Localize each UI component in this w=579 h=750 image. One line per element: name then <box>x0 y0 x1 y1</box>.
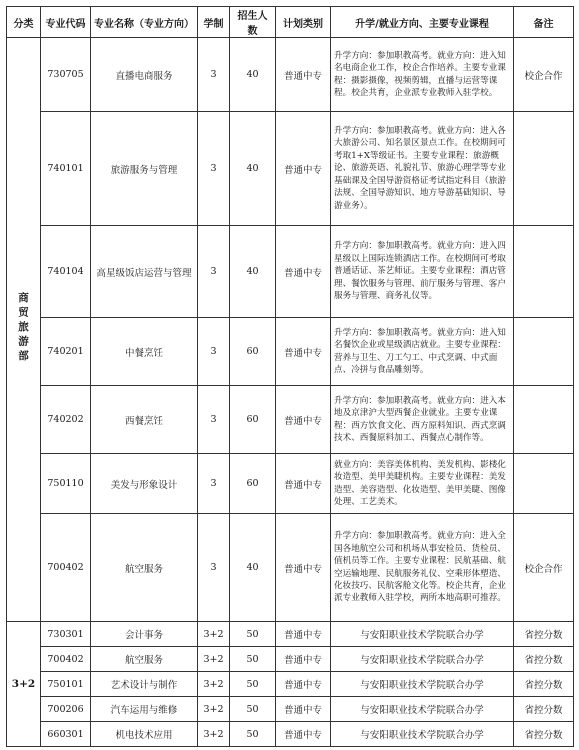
code-cell: 750101 <box>41 672 91 697</box>
enrollment-cell: 40 <box>230 226 276 318</box>
career-cell: 升学方向：参加职教高考。就业方向：进入全国各地航空公司和机场从事安检员、货检员、值机员等工作。主要专业课程：民航基础、航空运输地理、民航服务礼仪、空乘形体塑造、化妆技巧、民航客舱文化等。校企共育，企业派专业教师入驻学校，两所本地高职可推荐。 <box>331 514 514 622</box>
name-cell: 会计事务 <box>91 622 198 647</box>
plan-type-cell: 普通中专 <box>276 514 331 622</box>
duration-cell: 3 <box>198 318 230 386</box>
plan-type-cell: 普通中专 <box>276 672 331 697</box>
name-cell: 旅游服务与管理 <box>91 112 198 226</box>
table-row <box>7 722 574 747</box>
code-cell: 730301 <box>41 622 91 647</box>
name-cell: 直播电商服务 <box>91 38 198 112</box>
career-cell: 与安阳职业技术学院联合办学 <box>331 697 514 722</box>
enrollment-cell: 60 <box>230 454 276 514</box>
code-cell: 700402 <box>41 647 91 672</box>
enrollment-cell: 60 <box>230 318 276 386</box>
enrollment-cell: 50 <box>230 697 276 722</box>
duration-cell: 3 <box>198 514 230 622</box>
header-duration: 学制 <box>198 7 230 38</box>
career-cell: 与安阳职业技术学院联合办学 <box>331 722 514 747</box>
career-cell: 与安阳职业技术学院联合办学 <box>331 672 514 697</box>
career-cell: 与安阳职业技术学院联合办学 <box>331 647 514 672</box>
name-cell: 中餐烹饪 <box>91 318 198 386</box>
career-cell: 升学方向：参加职教高考。就业方向：进入知名电商企业工作，校企合作培养。主要专业课程：摄影摄像，视频剪辑，直播与运营等课程。校企共育，企业派专业教师入驻学校。 <box>331 38 514 112</box>
duration-cell: 3 <box>198 386 230 454</box>
career-cell: 升学方向：参加职教高考。就业方向：进入本地及京津沪大型西餐企业就业。主要专业课程：西方饮食文化、西方原料知识、西式烹调技术、西餐原料加工、西餐点心制作等。 <box>331 386 514 454</box>
header-category: 分类 <box>7 7 41 38</box>
plan-type-cell: 普通中专 <box>276 722 331 747</box>
note-cell: 省控分数 <box>514 722 574 747</box>
note-cell <box>514 318 574 386</box>
header-career: 升学/就业方向、主要专业课程 <box>331 7 514 38</box>
category-cell: 3+2 <box>7 622 41 747</box>
duration-cell: 3 <box>198 38 230 112</box>
note-cell: 省控分数 <box>514 697 574 722</box>
header-plan-type: 计划类别 <box>276 7 331 38</box>
code-cell: 740202 <box>41 386 91 454</box>
career-cell: 与安阳职业技术学院联合办学 <box>331 622 514 647</box>
table-row <box>7 697 574 722</box>
header-enrollment: 招生人数 <box>230 7 276 38</box>
enrollment-cell: 50 <box>230 647 276 672</box>
code-cell: 700402 <box>41 514 91 622</box>
code-cell: 740201 <box>41 318 91 386</box>
header-code: 专业代码 <box>41 7 91 38</box>
note-cell <box>514 112 574 226</box>
code-cell: 740104 <box>41 226 91 318</box>
note-cell: 省控分数 <box>514 647 574 672</box>
note-cell: 校企合作 <box>514 38 574 112</box>
plan-type-cell: 普通中专 <box>276 454 331 514</box>
table-row <box>7 672 574 697</box>
plan-type-cell: 普通中专 <box>276 112 331 226</box>
plan-type-cell: 普通中专 <box>276 386 331 454</box>
enrollment-cell: 40 <box>230 38 276 112</box>
plan-type-cell: 普通中专 <box>276 38 331 112</box>
code-cell: 700206 <box>41 697 91 722</box>
career-cell: 升学方向：参加职教高考。就业方向：进入四星级以上国际连锁酒店工作。在校期间可考取普通话证、茶艺师证。主要专业课程：酒店管理、餐饮服务与管理、前厅服务与管理、客户服务与管理、商务礼仪等。 <box>331 226 514 318</box>
table-row <box>7 514 574 622</box>
table-row <box>7 647 574 672</box>
name-cell: 西餐烹饪 <box>91 386 198 454</box>
code-cell: 660301 <box>41 722 91 747</box>
note-cell <box>514 454 574 514</box>
note-cell <box>514 386 574 454</box>
plan-type-cell: 普通中专 <box>276 697 331 722</box>
duration-cell: 3+2 <box>198 622 230 647</box>
table-row <box>7 318 574 386</box>
enrollment-cell: 40 <box>230 112 276 226</box>
career-cell: 升学方向：参加职教高考。就业方向：进入知名餐饮企业或星级酒店就业。主要专业课程：营养与卫生、刀工勺工、中式烹调、中式面点、冷拼与食品雕刻等。 <box>331 318 514 386</box>
duration-cell: 3+2 <box>198 722 230 747</box>
duration-cell: 3+2 <box>198 672 230 697</box>
enrollment-cell: 50 <box>230 722 276 747</box>
code-cell: 740101 <box>41 112 91 226</box>
header-note: 备注 <box>514 7 574 38</box>
plan-type-cell: 普通中专 <box>276 318 331 386</box>
enrollment-cell: 50 <box>230 672 276 697</box>
header-row <box>7 7 574 38</box>
name-cell: 航空服务 <box>91 647 198 672</box>
table-row <box>7 386 574 454</box>
enrollment-cell: 50 <box>230 622 276 647</box>
note-cell: 省控分数 <box>514 672 574 697</box>
table-row <box>7 112 574 226</box>
table-row <box>7 38 574 112</box>
note-cell <box>514 226 574 318</box>
name-cell: 汽车运用与维修 <box>91 697 198 722</box>
duration-cell: 3+2 <box>198 697 230 722</box>
table-row <box>7 454 574 514</box>
plan-type-cell: 普通中专 <box>276 647 331 672</box>
table-row <box>7 622 574 647</box>
duration-cell: 3+2 <box>198 647 230 672</box>
code-cell: 750110 <box>41 454 91 514</box>
duration-cell: 3 <box>198 226 230 318</box>
name-cell: 美发与形象设计 <box>91 454 198 514</box>
career-cell: 升学方向：参加职教高考。就业方向：进入各大旅游公司、知名景区景点工作。在校期间可考取1+X等级证书。主要专业课程：旅游概论、旅游英语、礼貌礼节、旅游心理学等专业基础课及全国导游资格证考试指定科目（旅游法规、全国导游知识、地方导游基础知识、导游业务）。 <box>331 112 514 226</box>
table-row <box>7 226 574 318</box>
name-cell: 机电技术应用 <box>91 722 198 747</box>
category-cell <box>7 38 41 622</box>
category-label: 商贸旅游部 <box>17 291 29 365</box>
duration-cell: 3 <box>198 454 230 514</box>
note-cell: 省控分数 <box>514 622 574 647</box>
name-cell: 艺术设计与制作 <box>91 672 198 697</box>
header-name: 专业名称（专业方向） <box>91 7 198 38</box>
code-cell: 730705 <box>41 38 91 112</box>
enrollment-cell: 40 <box>230 514 276 622</box>
career-cell: 就业方向：美容美体机构、美发机构、影楼化妆造型、美甲美睫机构。主要专业课程：美发造型、美容造型、化妆造型、美甲美睫、图像处理、工艺美术。 <box>331 454 514 514</box>
plan-type-cell: 普通中专 <box>276 622 331 647</box>
enrollment-cell: 60 <box>230 386 276 454</box>
duration-cell: 3 <box>198 112 230 226</box>
name-cell: 航空服务 <box>91 514 198 622</box>
plan-type-cell: 普通中专 <box>276 226 331 318</box>
note-cell: 校企合作 <box>514 514 574 622</box>
enrollment-table <box>6 6 574 747</box>
name-cell: 高星级饭店运营与管理 <box>91 226 198 318</box>
